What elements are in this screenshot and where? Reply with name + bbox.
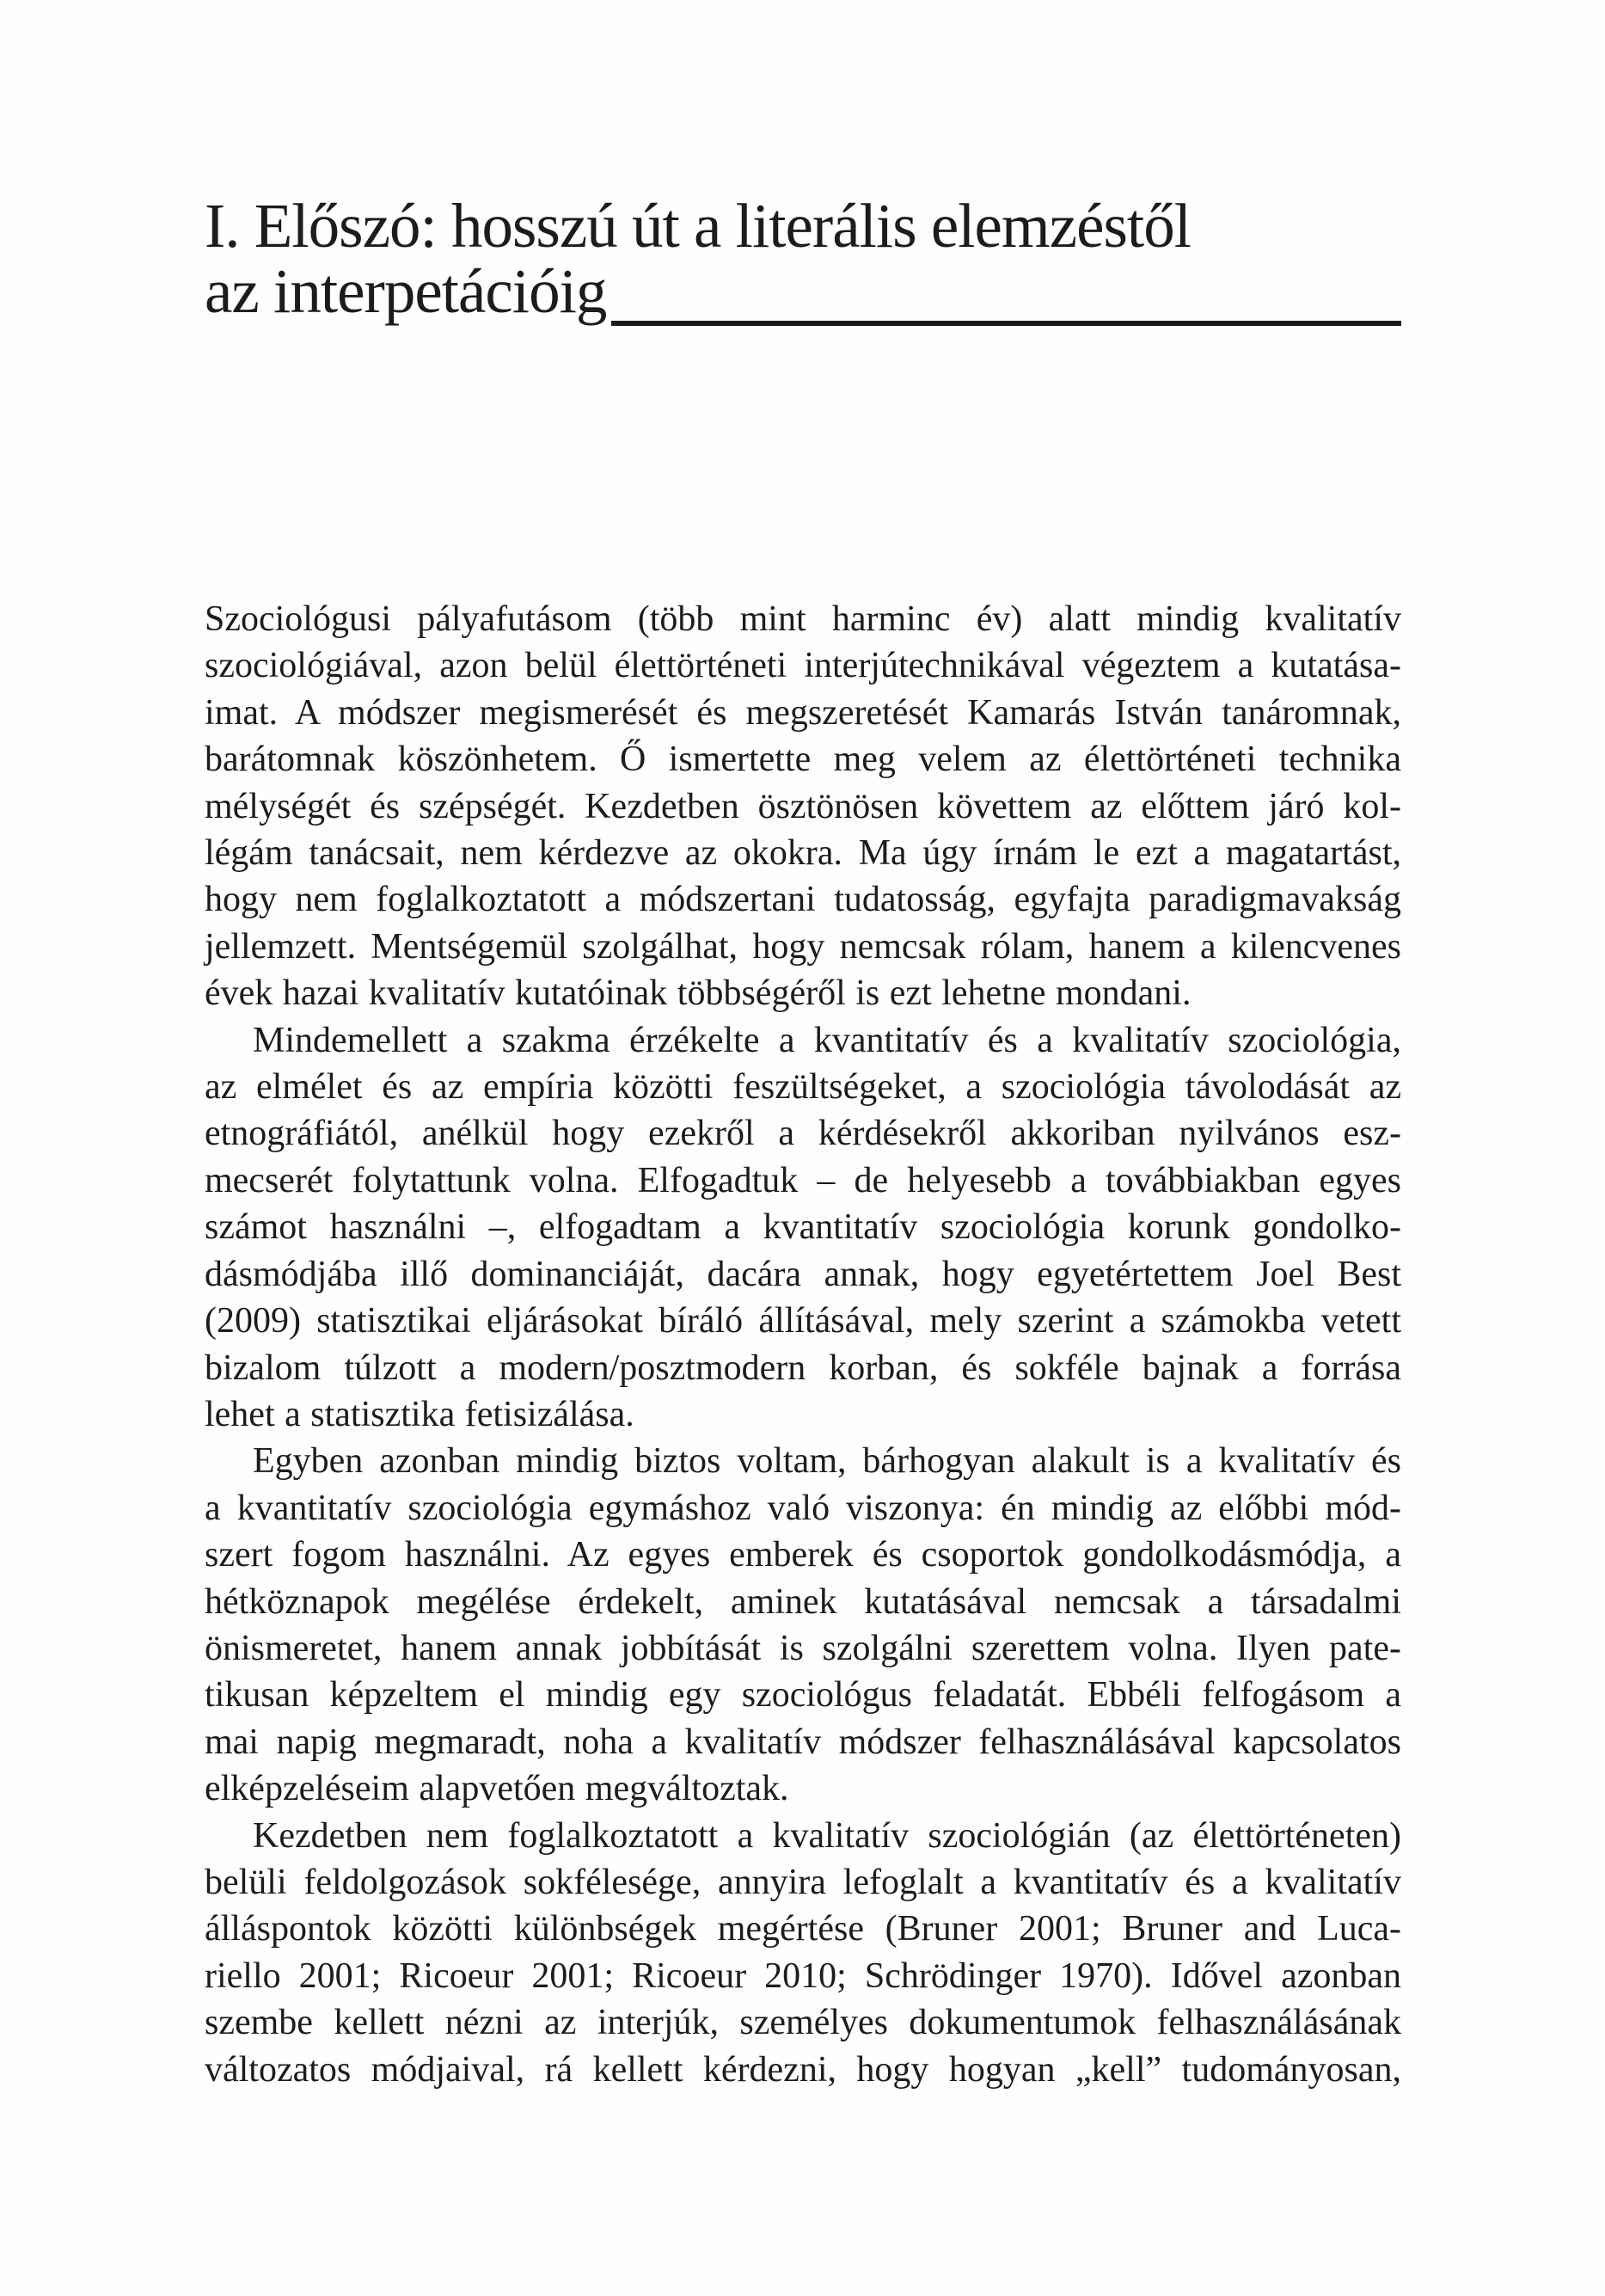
text-line: barátomnak köszönhetem. Ő ismertette meg velem az élettörténeti technika bbox=[205, 740, 1401, 780]
body-text bbox=[205, 596, 1401, 2093]
chapter-title-row2 bbox=[205, 256, 1401, 326]
text-line: az elmélet és az empíria közötti feszültségeket, a szociológia távolodását az bbox=[205, 1067, 1401, 1108]
text-line: álláspontok közötti különbségek megértése (Bruner 2001; Bruner and Luca- bbox=[205, 1909, 1401, 1949]
text-line: elképzeléseim alapvetően megváltoztak. bbox=[205, 1769, 789, 1809]
paragraph bbox=[205, 1017, 1401, 1439]
text-line: hogy nem foglalkoztatott a módszertani tudatosság, egyfajta paradigmavakság bbox=[205, 880, 1401, 920]
text-line: tikusan képzeltem el mindig egy szociológus feladatát. Ebbéli felfogásom a bbox=[205, 1675, 1401, 1716]
text-line: mélységét és szépségét. Kezdetben ösztönösen követtem az előttem járó kol- bbox=[205, 786, 1401, 826]
text-line: jellemzett. Mentségemül szolgálhat, hogy nemcsak rólam, hanem a kilencvenes bbox=[205, 926, 1401, 967]
text-line: Szociológusi pályafutásom (több mint harminc év) alatt mindig kvalitatív bbox=[205, 599, 1401, 639]
chapter-title-line1: I. Előszó: hosszú út a literális elemzéstől bbox=[205, 191, 1191, 261]
text-line: évek hazai kvalitatív kutatóinak többségéről is ezt lehetne mondani. bbox=[205, 973, 1191, 1014]
text-line: (2009) statisztikai eljárásokat bíráló állításával, mely szerint a számokba vetett bbox=[205, 1301, 1401, 1341]
text-line: belüli feldolgozások sokfélesége, annyira lefoglalt a kvantitatív és a kvalitatív bbox=[205, 1862, 1401, 1902]
text-line: a kvantitatív szociológia egymáshoz való viszonya: én mindig az előbbi mód- bbox=[205, 1488, 1401, 1528]
text-line: önismeretet, hanem annak jobbítását is szolgálni szerettem volna. Ilyen pate- bbox=[205, 1628, 1401, 1668]
text-line: számot használni –, elfogadtam a kvantitatív szociológia korunk gondolko- bbox=[205, 1207, 1401, 1248]
text-line: Egyben azonban mindig biztos voltam, bárhogyan alakult is a kvalitatív és bbox=[253, 1441, 1401, 1482]
text-line: mai napig megmaradt, noha a kvalitatív módszer felhasználásával kapcsolatos bbox=[205, 1722, 1401, 1762]
text-line: Kezdetben nem foglalkoztatott a kvalitatív szociológián (az élettörténeten) bbox=[253, 1815, 1401, 1856]
text-line: dásmódjába illő dominanciáját, dacára annak, hogy egyetértettem Joel Best bbox=[205, 1254, 1401, 1294]
text-line: Mindemellett a szakma érzékelte a kvantitatív és a kvalitatív szociológia, bbox=[253, 1020, 1401, 1060]
text-line: szociológiával, azon belül élettörténeti interjútechnikával végeztem a kutatása- bbox=[205, 646, 1401, 686]
title-rule bbox=[611, 321, 1401, 326]
text-line: szert fogom használni. Az egyes emberek és csoportok gondolkodásmódja, a bbox=[205, 1535, 1401, 1575]
text-line: légám tanácsait, nem kérdezve az okokra. Ma úgy írnám le ezt a magatartást, bbox=[205, 833, 1401, 874]
text-line: szembe kellett nézni az interjúk, személyes dokumentumok felhasználásának bbox=[205, 2003, 1401, 2043]
text-line: változatos módjaival, rá kellett kérdezni, hogy hogyan „kell” tudományosan, bbox=[205, 2049, 1401, 2090]
chapter-title bbox=[205, 193, 1401, 324]
chapter-heading bbox=[205, 193, 1401, 324]
text-line: etnográfiától, anélkül hogy ezekről a kérdésekről akkoriban nyilvános esz- bbox=[205, 1114, 1401, 1154]
text-line: mecserét folytattunk volna. Elfogadtuk – de helyesebb a továbbiakban egyes bbox=[205, 1160, 1401, 1200]
paragraph bbox=[205, 596, 1401, 1017]
text-line: lehet a statisztika fetisizálása. bbox=[205, 1394, 634, 1434]
chapter-title-line2: az interpetációig bbox=[205, 256, 607, 326]
text-line: hétköznapok megélése érdekelt, aminek kutatásával nemcsak a társadalmi bbox=[205, 1581, 1401, 1622]
text-line: bizalom túlzott a modern/posztmodern korban, és sokféle bajnak a forrása bbox=[205, 1348, 1401, 1388]
paragraph bbox=[205, 1813, 1401, 2093]
text-line: riello 2001; Ricoeur 2001; Ricoeur 2010; Schrödinger 1970). Idővel azonban bbox=[205, 1955, 1401, 1996]
paragraph bbox=[205, 1438, 1401, 1812]
text-line: imat. A módszer megismerését és megszeretését Kamarás István tanáromnak, bbox=[205, 692, 1401, 733]
